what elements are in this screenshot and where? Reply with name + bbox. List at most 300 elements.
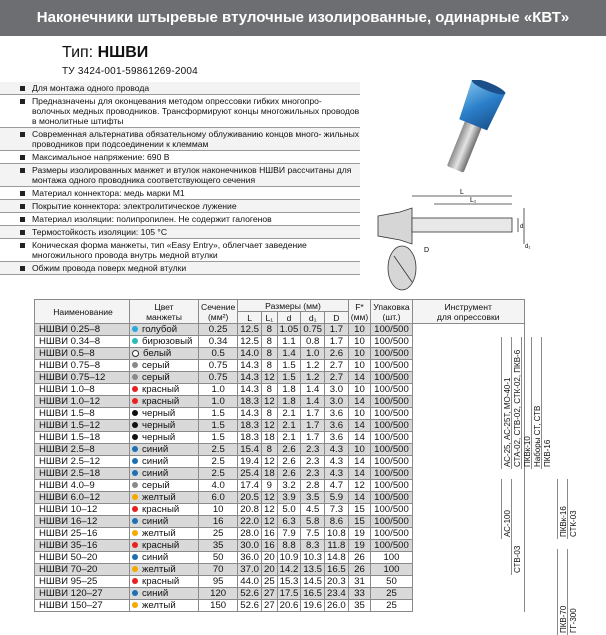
cell-D: 4.3	[325, 468, 349, 480]
cell-d1: 0.8	[301, 336, 325, 348]
tool-range	[531, 337, 542, 469]
color-dot-icon	[132, 374, 138, 380]
cell-name: НШВИ 4.0–9	[35, 480, 130, 492]
cell-s: 150	[199, 600, 238, 612]
cell-F: 15	[348, 504, 371, 516]
cell-L1: 16	[261, 540, 277, 552]
cell-d: 10.9	[277, 552, 301, 564]
product-photo	[420, 80, 520, 180]
tool-range	[501, 479, 512, 539]
th-pack: Упаковка (шт.)	[371, 300, 412, 324]
bullet-square-icon	[20, 99, 25, 104]
cell-L: 18.3	[238, 396, 262, 408]
cell-name: НШВИ 0.34–8	[35, 336, 130, 348]
bullet-square-icon	[20, 230, 25, 235]
cell-name: НШВИ 1.0–12	[35, 396, 130, 408]
color-label: желтый	[142, 528, 176, 539]
cell-name: НШВИ 0.75–12	[35, 372, 130, 384]
cell-L: 14.3	[238, 372, 262, 384]
dim-D-label: D	[424, 247, 430, 254]
cell-L1: 12	[261, 420, 277, 432]
cell-d: 5.0	[277, 504, 301, 516]
cell-d: 1.05	[277, 324, 301, 336]
tool-label: ПКВк-10	[523, 436, 532, 467]
tool-label: ПКВ-70	[559, 605, 568, 633]
feature-item	[0, 128, 360, 151]
cell-d: 3.2	[277, 480, 301, 492]
cell-pack: 50	[371, 576, 412, 588]
cell-L: 22.0	[238, 516, 262, 528]
cell-d: 1.5	[277, 360, 301, 372]
cell-color	[130, 480, 199, 492]
cell-color	[130, 384, 199, 396]
cell-pack: 100	[371, 552, 412, 564]
cell-d: 20.6	[277, 600, 301, 612]
tool-label: АС-100	[503, 510, 512, 537]
cell-pack: 100/500	[371, 384, 412, 396]
th-section: Сечение (мм²)	[199, 300, 238, 324]
cell-s: 1.0	[199, 384, 238, 396]
cell-d1: 5.8	[301, 516, 325, 528]
cell-pack: 100/500	[371, 468, 412, 480]
cell-s: 1.5	[199, 432, 238, 444]
table-row	[35, 360, 525, 372]
cell-s: 0.75	[199, 372, 238, 384]
th-L1: L₁	[261, 312, 277, 324]
table-row	[35, 588, 525, 600]
tool-range	[521, 337, 532, 469]
cell-d: 1.5	[277, 372, 301, 384]
bullet-square-icon	[20, 168, 25, 173]
cell-L1: 18	[261, 468, 277, 480]
feature-text: Термостойкость изоляции: 105 °С	[32, 227, 168, 237]
feature-item	[0, 239, 360, 262]
table-row	[35, 540, 525, 552]
cell-name: НШВИ 1.5–18	[35, 432, 130, 444]
feature-text: Размеры изолированных манжет и втулок наконечников НШВИ рассчитаны для монтажа одного проводника соответствующего сечения	[32, 165, 352, 185]
dim-L-label: L	[460, 189, 464, 196]
table-row	[35, 552, 525, 564]
th-tool: Инструмент для опрессовки	[412, 300, 524, 324]
table-row	[35, 576, 525, 588]
cell-color	[130, 576, 199, 588]
cell-L1: 12	[261, 516, 277, 528]
table-row	[35, 444, 525, 456]
cell-s: 0.75	[199, 360, 238, 372]
cell-L: 14.0	[238, 348, 262, 360]
cell-d: 1.4	[277, 348, 301, 360]
cell-color	[130, 492, 199, 504]
cell-name: НШВИ 95–25	[35, 576, 130, 588]
cell-F: 26	[348, 564, 371, 576]
cell-L: 37.0	[238, 564, 262, 576]
cell-L1: 25	[261, 576, 277, 588]
table-row	[35, 348, 525, 360]
cell-F: 14	[348, 396, 371, 408]
cell-L: 20.8	[238, 504, 262, 516]
cell-D: 3.0	[325, 396, 349, 408]
feature-list	[0, 82, 360, 275]
color-label: синий	[142, 468, 169, 479]
cell-pack: 25	[371, 588, 412, 600]
cell-D: 3.6	[325, 420, 349, 432]
cell-L: 18.3	[238, 432, 262, 444]
cell-d1: 1.4	[301, 384, 325, 396]
cell-name: НШВИ 1.5–12	[35, 420, 130, 432]
cell-color	[130, 408, 199, 420]
th-d1: d₁	[301, 312, 325, 324]
cell-D: 2.7	[325, 372, 349, 384]
color-label: синий	[142, 444, 169, 455]
tool-range	[567, 479, 578, 539]
cell-D: 5.9	[325, 492, 349, 504]
cell-F: 19	[348, 528, 371, 540]
cell-pack: 100/500	[371, 492, 412, 504]
bullet-square-icon	[20, 155, 25, 160]
tool-label: Наборы СТ, СТВ	[533, 405, 542, 467]
feature-text: Коническая форма манжеты, тип «Easy Entry», облегчает заведение многожильного провода внутрь медной втулки	[32, 240, 307, 260]
cell-pack: 100/500	[371, 480, 412, 492]
cell-L: 18.3	[238, 420, 262, 432]
feature-item	[0, 82, 360, 95]
cell-name: НШВИ 2.5–12	[35, 456, 130, 468]
cell-color	[130, 444, 199, 456]
color-label: черный	[142, 432, 176, 443]
cell-s: 120	[199, 588, 238, 600]
table-row	[35, 420, 525, 432]
cell-pack: 100/500	[371, 408, 412, 420]
cell-D: 7.3	[325, 504, 349, 516]
cell-s: 1.5	[199, 420, 238, 432]
cell-name: НШВИ 6.0–12	[35, 492, 130, 504]
cell-D: 11.8	[325, 540, 349, 552]
cell-name: НШВИ 35–16	[35, 540, 130, 552]
tool-label: ПКВ-16	[543, 439, 552, 467]
cell-F: 12	[348, 480, 371, 492]
spec-table	[34, 299, 525, 612]
color-label: синий	[142, 516, 169, 527]
cell-D: 2.6	[325, 348, 349, 360]
cell-L1: 8	[261, 408, 277, 420]
cell-F: 31	[348, 576, 371, 588]
th-f: F* (мм)	[348, 300, 371, 324]
color-dot-icon	[132, 326, 138, 332]
cell-L: 15.4	[238, 444, 262, 456]
color-dot-icon	[132, 530, 138, 536]
cell-D: 23.4	[325, 588, 349, 600]
feature-item	[0, 213, 360, 226]
color-label: черный	[142, 408, 176, 419]
dim-L1-label: L₁	[470, 197, 477, 204]
color-dot-icon	[132, 386, 138, 392]
cell-pack: 100/500	[371, 420, 412, 432]
cell-d1: 7.5	[301, 528, 325, 540]
cell-L: 25.4	[238, 468, 262, 480]
color-label: серый	[142, 372, 170, 383]
tool-range	[557, 549, 568, 635]
cell-color	[130, 516, 199, 528]
cell-L1: 8	[261, 348, 277, 360]
cell-color	[130, 552, 199, 564]
cell-D: 10.8	[325, 528, 349, 540]
cell-name: НШВИ 1.5–8	[35, 408, 130, 420]
th-D: D	[325, 312, 349, 324]
cell-d: 8.8	[277, 540, 301, 552]
cell-name: НШВИ 0.75–8	[35, 360, 130, 372]
cell-color	[130, 336, 199, 348]
cell-pack: 100/500	[371, 444, 412, 456]
cell-F: 14	[348, 372, 371, 384]
cell-F: 35	[348, 600, 371, 612]
cell-d: 7.9	[277, 528, 301, 540]
feature-item	[0, 95, 360, 128]
cell-d: 2.1	[277, 420, 301, 432]
cell-s: 0.5	[199, 348, 238, 360]
feature-item	[0, 200, 360, 213]
cell-pack: 100/500	[371, 528, 412, 540]
bullet-square-icon	[20, 217, 25, 222]
table-row	[35, 480, 525, 492]
cell-D: 16.5	[325, 564, 349, 576]
color-label: белый	[143, 348, 172, 359]
cell-D: 1.7	[325, 324, 349, 336]
dimension-drawing	[372, 186, 532, 296]
cell-L1: 12	[261, 396, 277, 408]
cell-L1: 20	[261, 564, 277, 576]
cell-D: 3.6	[325, 432, 349, 444]
color-dot-icon	[132, 494, 138, 500]
cell-d: 1.8	[277, 396, 301, 408]
feature-item	[0, 262, 360, 275]
tool-label: СТВ-03	[513, 545, 522, 573]
cell-d1: 3.5	[301, 492, 325, 504]
cell-L: 12.5	[238, 324, 262, 336]
feature-text: Обжим провода поверх медной втулки	[32, 263, 187, 273]
cell-d: 17.5	[277, 588, 301, 600]
cell-d1: 1.7	[301, 420, 325, 432]
cell-d: 6.3	[277, 516, 301, 528]
cell-F: 10	[348, 360, 371, 372]
cell-L1: 12	[261, 492, 277, 504]
cell-s: 16	[199, 516, 238, 528]
cell-D: 4.3	[325, 456, 349, 468]
table-row	[35, 600, 525, 612]
table-row	[35, 504, 525, 516]
feature-text: Для монтажа одного провода	[32, 83, 150, 93]
table-row	[35, 336, 525, 348]
cell-color	[130, 360, 199, 372]
tool-column	[495, 337, 602, 635]
cell-s: 0.25	[199, 324, 238, 336]
color-dot-icon	[132, 542, 138, 548]
cell-pack: 100/500	[371, 348, 412, 360]
cell-L: 30.0	[238, 540, 262, 552]
cell-d: 3.9	[277, 492, 301, 504]
tool-label: ПКВк-16	[559, 506, 568, 537]
color-dot-icon	[132, 398, 138, 404]
product-type	[62, 44, 148, 62]
cell-pack: 100/500	[371, 324, 412, 336]
cell-name: НШВИ 50–20	[35, 552, 130, 564]
cell-L: 17.4	[238, 480, 262, 492]
cell-F: 10	[348, 384, 371, 396]
cell-name: НШВИ 2.5–8	[35, 444, 130, 456]
cell-D: 3.6	[325, 408, 349, 420]
table-row	[35, 528, 525, 540]
cell-F: 19	[348, 540, 371, 552]
color-dot-icon	[132, 554, 138, 560]
cell-pack: 100/500	[371, 516, 412, 528]
color-label: синий	[142, 588, 169, 599]
type-code: НШВИ	[97, 44, 149, 61]
cell-F: 15	[348, 516, 371, 528]
color-dot-icon	[132, 506, 138, 512]
cell-L1: 9	[261, 480, 277, 492]
cell-s: 1.0	[199, 396, 238, 408]
cell-L: 52.6	[238, 588, 262, 600]
color-dot-icon	[132, 362, 138, 368]
cell-L1: 27	[261, 600, 277, 612]
cell-s: 10	[199, 504, 238, 516]
cell-d1: 10.3	[301, 552, 325, 564]
cell-name: НШВИ 70–20	[35, 564, 130, 576]
cell-D: 4.7	[325, 480, 349, 492]
cell-L1: 16	[261, 528, 277, 540]
color-label: желтый	[142, 492, 176, 503]
cell-D: 14.8	[325, 552, 349, 564]
bullet-square-icon	[20, 132, 25, 137]
color-label: красный	[142, 396, 180, 407]
cell-d: 2.6	[277, 456, 301, 468]
cell-color	[130, 588, 199, 600]
cell-pack: 100/500	[371, 504, 412, 516]
cell-L: 19.4	[238, 456, 262, 468]
table-row	[35, 516, 525, 528]
cell-color	[130, 540, 199, 552]
cell-s: 1.5	[199, 408, 238, 420]
cell-color	[130, 504, 199, 516]
cell-F: 26	[348, 552, 371, 564]
cell-F: 14	[348, 456, 371, 468]
cell-L: 52.6	[238, 600, 262, 612]
cell-name: НШВИ 10–12	[35, 504, 130, 516]
cell-pack: 25	[371, 600, 412, 612]
color-dot-icon	[132, 422, 138, 428]
cell-d: 2.6	[277, 468, 301, 480]
table-row	[35, 432, 525, 444]
bullet-square-icon	[20, 266, 25, 271]
cell-color	[130, 432, 199, 444]
cell-pack: 100/500	[371, 396, 412, 408]
cell-s: 0.34	[199, 336, 238, 348]
cell-d1: 1.7	[301, 432, 325, 444]
tool-label: ГГ-300	[569, 608, 578, 633]
cell-color	[130, 468, 199, 480]
cell-d1: 1.4	[301, 396, 325, 408]
feature-item	[0, 187, 360, 200]
cell-name: НШВИ 0.25–8	[35, 324, 130, 336]
feature-text: Современная альтернатива обязательному облуживанию концов много- жильных проводников при подсоединении к клеммам	[32, 129, 360, 149]
th-color: Цвет манжеты	[130, 300, 199, 324]
cell-F: 14	[348, 492, 371, 504]
color-label: серый	[142, 360, 170, 371]
cell-F: 33	[348, 588, 371, 600]
color-label: желтый	[142, 564, 176, 575]
cell-F: 10	[348, 348, 371, 360]
color-label: голубой	[142, 324, 178, 335]
color-dot-icon	[132, 578, 138, 584]
cell-d1: 19.6	[301, 600, 325, 612]
tool-range	[541, 337, 552, 469]
color-dot-icon	[132, 410, 138, 416]
cell-D: 2.7	[325, 360, 349, 372]
cell-F: 10	[348, 408, 371, 420]
cell-F: 14	[348, 432, 371, 444]
cell-d: 2.1	[277, 432, 301, 444]
color-label: серый	[142, 480, 170, 491]
cell-D: 3.0	[325, 384, 349, 396]
tool-range	[567, 549, 578, 635]
feature-item	[0, 151, 360, 164]
table-row	[35, 456, 525, 468]
bullet-square-icon	[20, 86, 25, 91]
cell-name: НШВИ 16–12	[35, 516, 130, 528]
cell-s: 2.5	[199, 456, 238, 468]
cell-s: 70	[199, 564, 238, 576]
cell-L1: 12	[261, 504, 277, 516]
page-title: Наконечники штыревые втулочные изолированные, одинарные «КВТ»	[0, 0, 606, 36]
bullet-square-icon	[20, 204, 25, 209]
cell-s: 95	[199, 576, 238, 588]
cell-s: 2.5	[199, 444, 238, 456]
cell-d: 2.1	[277, 408, 301, 420]
table-row	[35, 468, 525, 480]
cell-d1: 2.3	[301, 468, 325, 480]
tool-range	[511, 479, 522, 575]
cell-d1: 13.5	[301, 564, 325, 576]
cell-d: 1.1	[277, 336, 301, 348]
cell-L: 14.3	[238, 408, 262, 420]
cell-s: 6.0	[199, 492, 238, 504]
cell-name: НШВИ 0.5–8	[35, 348, 130, 360]
cell-L1: 8	[261, 336, 277, 348]
cell-D: 4.3	[325, 444, 349, 456]
cell-pack: 100/500	[371, 432, 412, 444]
tool-label: СТА-02, СТВ-02, СТК-02, ПКВ-6	[513, 349, 522, 467]
cell-d: 15.3	[277, 576, 301, 588]
feature-item	[0, 164, 360, 187]
cell-d1: 1.7	[301, 408, 325, 420]
cell-pack: 100/500	[371, 456, 412, 468]
cell-d1: 1.2	[301, 360, 325, 372]
cell-tool	[412, 324, 524, 336]
th-name: Наименование	[35, 300, 130, 324]
cell-s: 4.0	[199, 480, 238, 492]
cell-d1: 1.2	[301, 372, 325, 384]
cell-d1: 0.75	[301, 324, 325, 336]
color-dot-icon	[132, 458, 138, 464]
color-dot-icon	[132, 482, 138, 488]
cell-d1: 2.8	[301, 480, 325, 492]
color-dot-icon	[132, 434, 138, 440]
color-dot-icon	[132, 350, 139, 357]
color-label: красный	[142, 576, 180, 587]
cell-s: 50	[199, 552, 238, 564]
cell-L: 36.0	[238, 552, 262, 564]
table-row	[35, 324, 525, 336]
color-label: бирюзовый	[142, 336, 193, 347]
cell-d1: 14.5	[301, 576, 325, 588]
